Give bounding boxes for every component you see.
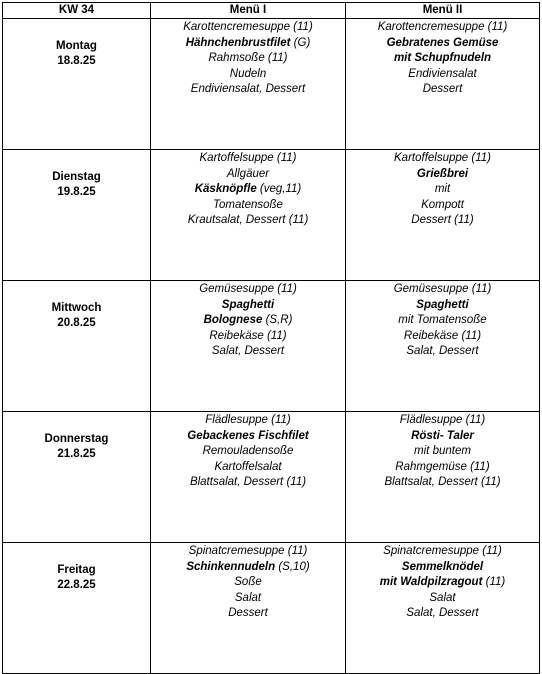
- day-row: [3, 150, 540, 281]
- meal-text: Dessert (11): [411, 214, 474, 227]
- menu1-header: Menü I: [151, 3, 346, 19]
- meal-line: [346, 20, 539, 36]
- meal-text: Spinatcremesuppe (11): [383, 545, 502, 557]
- meal-line: [346, 544, 539, 560]
- allergen-code: (G): [290, 36, 311, 49]
- meal-text: Salat: [429, 591, 456, 604]
- day-date: 18.8.25: [57, 55, 96, 67]
- meal-text: Allgäuer: [226, 167, 270, 180]
- meal-text: Salat, Dessert: [406, 607, 479, 620]
- meal-line: [151, 606, 345, 622]
- meal-line: [151, 444, 345, 460]
- meal-line: [346, 313, 539, 329]
- day-date: 22.8.25: [57, 579, 96, 591]
- allergen-code: (veg,11): [256, 183, 302, 196]
- meal-line: [346, 82, 539, 98]
- meal-text: Gemüsesuppe (11): [393, 283, 492, 295]
- meal-text: Reibekäse (11): [403, 329, 482, 342]
- meal-text: Kartoffelsuppe (11): [394, 152, 491, 164]
- meal-line: [151, 429, 345, 445]
- day-cell: [3, 412, 151, 543]
- meal-line: [346, 329, 539, 345]
- menu2-cell: [346, 543, 540, 674]
- meal-line: [151, 544, 345, 560]
- meal-text: Gebackenes Fischfilet: [187, 429, 309, 442]
- menu2-cell: [346, 281, 540, 412]
- header-row: [3, 3, 540, 19]
- allergen-code: (11): [482, 576, 506, 589]
- meal-line: [346, 67, 539, 83]
- meal-text: Flädlesuppe (11): [399, 414, 486, 426]
- meal-text: Tomatensoße: [213, 198, 283, 211]
- meal-text: Kompott: [421, 198, 464, 211]
- day-name: Donnerstag: [44, 433, 109, 445]
- meal-line: [151, 167, 345, 183]
- meal-text: Karottencremesuppe (11): [183, 21, 313, 33]
- meal-line: [151, 298, 345, 314]
- menu1-cell: [151, 150, 346, 281]
- meal-line: [346, 429, 539, 445]
- meal-text: mit buntem: [414, 445, 471, 458]
- meal-text: Bolognese: [203, 314, 263, 327]
- meal-text: Karottencremesuppe (11): [377, 21, 508, 33]
- meal-text: Kartoffelsalat: [214, 460, 282, 473]
- meal-line: [346, 167, 539, 183]
- meal-text: Salat, Dessert: [211, 345, 285, 358]
- meal-line: [346, 213, 539, 229]
- meal-line: [346, 413, 539, 429]
- meal-line: [346, 591, 539, 607]
- meal-text: mit Waldpilzragout: [379, 576, 483, 589]
- menu2-cell: [346, 150, 540, 281]
- meal-line: [346, 460, 539, 476]
- meal-line: [346, 475, 539, 491]
- day-cell: [3, 281, 151, 412]
- meal-text: Salat, Dessert: [406, 345, 479, 358]
- meal-text: Nudeln: [229, 67, 267, 80]
- day-row: [3, 281, 540, 412]
- menu2-header: Menü II: [346, 3, 540, 19]
- meal-text: Semmelknödel: [401, 560, 484, 573]
- meal-text: mit Tomatensoße: [398, 314, 487, 327]
- meal-line: [151, 344, 345, 360]
- meal-line: [151, 51, 345, 67]
- day-date: 21.8.25: [57, 448, 96, 460]
- menu1-cell: [151, 412, 346, 543]
- meal-line: [346, 298, 539, 314]
- meal-line: [346, 606, 539, 622]
- meal-text: Gemüsesuppe (11): [199, 283, 297, 295]
- meal-line: [151, 329, 345, 345]
- meal-line: [151, 213, 345, 229]
- weekly-menu-table: [2, 2, 540, 674]
- allergen-code: (S,10): [275, 560, 310, 573]
- meal-line: [346, 51, 539, 67]
- meal-line: [151, 198, 345, 214]
- meal-text: Rösti- Taler: [411, 429, 474, 442]
- day-row: [3, 543, 540, 674]
- day-cell: [3, 150, 151, 281]
- meal-text: Flädlesuppe (11): [205, 414, 291, 426]
- meal-text: mit: [434, 183, 451, 196]
- meal-line: [346, 344, 539, 360]
- meal-text: Käsknöpfle: [194, 183, 257, 196]
- meal-text: Endiviensalat: [408, 67, 477, 80]
- meal-text: Remouladensoße: [202, 445, 294, 458]
- meal-line: [151, 591, 345, 607]
- menu1-cell: [151, 543, 346, 674]
- meal-text: mit Schupfnudeln: [393, 52, 492, 65]
- menu2-cell: [346, 412, 540, 543]
- meal-text: Spaghetti: [416, 298, 469, 311]
- meal-line: [346, 182, 539, 198]
- meal-text: Spaghetti: [221, 298, 275, 311]
- meal-text: Endiviensalat, Dessert: [190, 83, 306, 96]
- meal-text: Blattsalat, Dessert (11): [189, 476, 307, 489]
- meal-line: [151, 413, 345, 429]
- day-date: 19.8.25: [57, 186, 96, 198]
- meal-line: [151, 282, 345, 298]
- week-header: KW 34: [3, 3, 151, 19]
- meal-line: [151, 20, 345, 36]
- meal-text: Spinatcremesuppe (11): [188, 545, 308, 557]
- meal-line: [346, 560, 539, 576]
- meal-text: Dessert: [422, 83, 463, 96]
- meal-text: Hähnchenbrustfilet: [185, 36, 291, 49]
- meal-line: [346, 36, 539, 52]
- meal-line: [346, 282, 539, 298]
- meal-line: [346, 444, 539, 460]
- meal-text: Blattsalat, Dessert (11): [384, 476, 501, 489]
- meal-text: Reibekäse (11): [209, 329, 287, 342]
- day-row: [3, 412, 540, 543]
- meal-text: Rahmgemüse (11): [395, 460, 490, 473]
- day-cell: [3, 19, 151, 150]
- day-name: Mittwoch: [51, 302, 102, 314]
- meal-line: [151, 313, 345, 329]
- day-name: Freitag: [57, 564, 96, 576]
- meal-text: Krautsalat, Dessert (11): [187, 214, 309, 227]
- menu2-cell: [346, 19, 540, 150]
- meal-text: Schinkennudeln: [186, 560, 276, 573]
- meal-text: Dessert: [228, 607, 268, 620]
- menu1-cell: [151, 281, 346, 412]
- day-name: Montag: [56, 40, 97, 52]
- meal-line: [346, 151, 539, 167]
- day-row: [3, 19, 540, 150]
- meal-line: [346, 198, 539, 214]
- meal-line: [151, 82, 345, 98]
- meal-line: [151, 151, 345, 167]
- meal-text: Salat: [234, 591, 262, 604]
- meal-text: Grießbrei: [416, 167, 469, 180]
- day-name: Dienstag: [52, 171, 101, 183]
- meal-text: Soße: [234, 576, 262, 589]
- menu1-cell: [151, 19, 346, 150]
- meal-line: [151, 67, 345, 83]
- day-cell: [3, 543, 151, 674]
- menu-body: [3, 19, 540, 674]
- meal-text: Rahmsoße (11): [208, 52, 288, 65]
- day-date: 20.8.25: [57, 317, 96, 329]
- meal-text: Gebratenes Gemüse: [386, 36, 499, 49]
- meal-line: [151, 475, 345, 491]
- allergen-code: (S,R): [262, 314, 293, 327]
- meal-line: [151, 460, 345, 476]
- meal-text: Kartoffelsuppe (11): [199, 152, 297, 164]
- meal-line: [151, 560, 345, 576]
- meal-line: [151, 182, 345, 198]
- meal-line: [151, 36, 345, 52]
